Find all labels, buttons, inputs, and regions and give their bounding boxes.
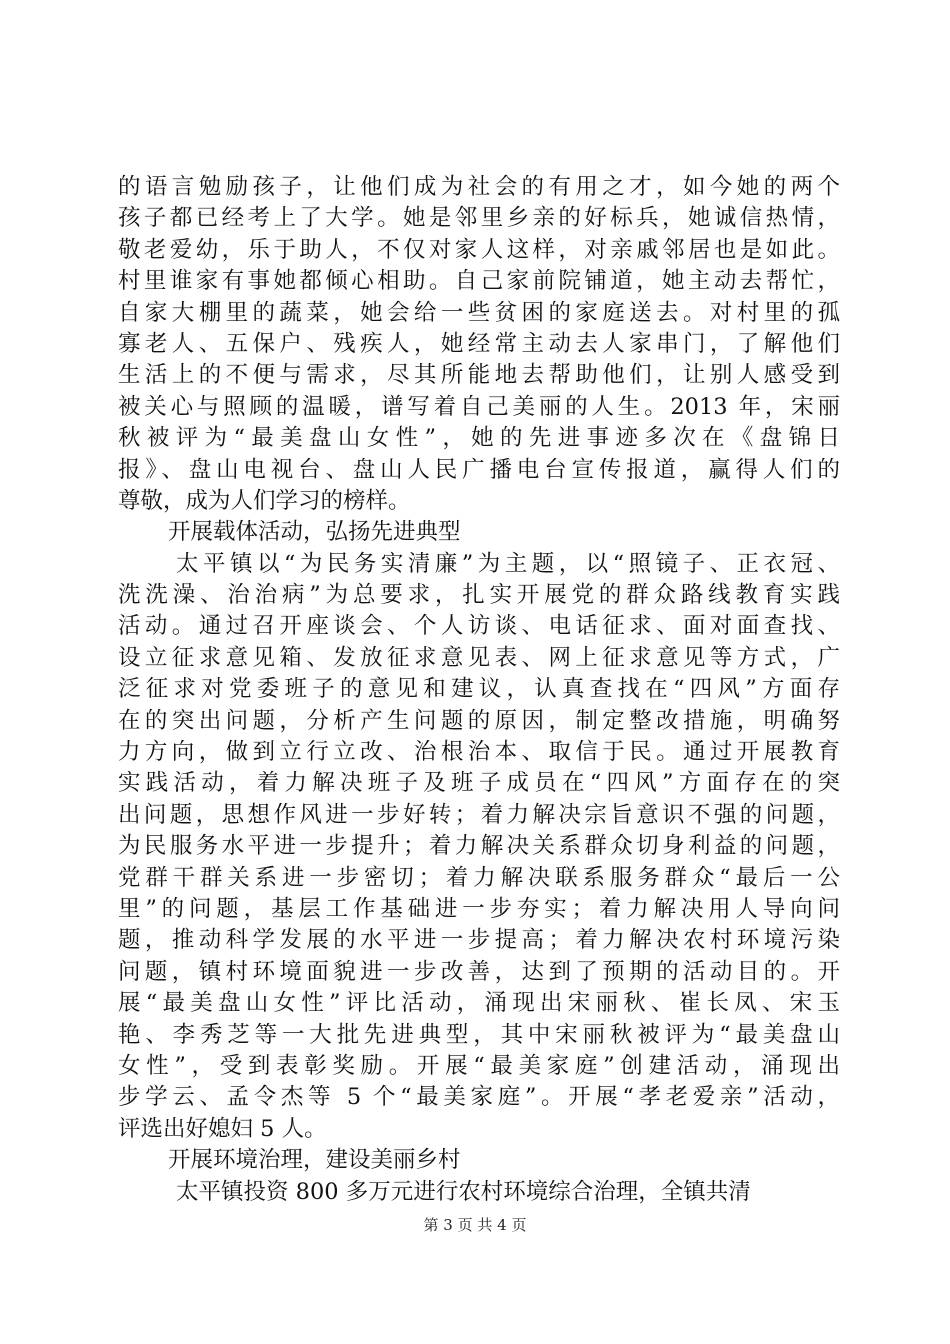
text-line: 展“最美盘山女性”评比活动，涌现出宋丽秋、崔长凤、宋玉 xyxy=(118,990,840,1017)
document-body xyxy=(118,172,840,1208)
text-line: 尊敬，成为人们学习的榜样。 xyxy=(118,487,411,514)
text-line: 实践活动，着力解决班子及班子成员在“四风”方面存在的突 xyxy=(118,770,840,797)
text-line: 太平镇以“为民务实清廉”为主题，以“照镜子、正衣冠、 xyxy=(176,550,840,577)
text-line: 洗洗澡、治治病”为总要求，扎实开展党的群众路线教育实践 xyxy=(118,582,840,609)
text-line: 题，推动科学发展的水平进一步提高；着力解决农村环境污染 xyxy=(118,927,840,954)
text-line: 步学云、孟令杰等 5 个“最美家庭”。开展“孝老爱亲”活动， xyxy=(118,1084,840,1111)
text-line: 力方向，做到立行立改、治根治本、取信于民。通过开展教育 xyxy=(118,739,840,766)
text-line: 在的突出问题，分析产生问题的原因，制定整改措施，明确努 xyxy=(118,707,840,734)
text-line: 生活上的不便与需求，尽其所能地去帮助他们，让别人感受到 xyxy=(118,362,840,389)
text-line: 评选出好媳妇 5 人。 xyxy=(118,1115,327,1142)
text-line: 女性”，受到表彰奖励。开展“最美家庭”创建活动，涌现出 xyxy=(118,1052,840,1079)
page-number-footer: 第 3 页 共 4 页 xyxy=(423,1216,527,1234)
text-line: 寡老人、五保户、残疾人，她经常主动去人家串门，了解他们 xyxy=(118,330,840,357)
text-line: 艳、李秀芝等一大批先进典型，其中宋丽秋被评为“最美盘山 xyxy=(118,1021,840,1048)
text-line: 太平镇投资 800 多万元进行农村环境综合治理，全镇共清 xyxy=(176,1178,751,1205)
text-line: 出问题，思想作风进一步好转；着力解决宗旨意识不强的问题， xyxy=(118,801,840,828)
text-line: 活动。通过召开座谈会、个人访谈、电话征求、面对面查找、 xyxy=(118,613,840,640)
text-line: 党群干群关系进一步密切；着力解决联系服务群众“最后一公 xyxy=(118,864,840,891)
text-line: 设立征求意见箱、发放征求意见表、网上征求意见等方式，广 xyxy=(118,644,840,671)
text-line: 的语言勉励孩子，让他们成为社会的有用之才，如今她的两个 xyxy=(118,174,840,200)
text-line: 村里谁家有事她都倾心相助。自己家前院铺道，她主动去帮忙， xyxy=(118,268,840,295)
text-line: 秋被评为“最美盘山女性”，她的先进事迹多次在《盘锦日 xyxy=(118,425,840,452)
text-line: 里”的问题，基层工作基础进一步夯实；着力解决用人导向问 xyxy=(118,895,840,922)
text-line: 被关心与照顾的温暖，谱写着自己美丽的人生。2013 年，宋丽 xyxy=(118,393,840,420)
section-heading: 开展载体活动，弘扬先进典型 xyxy=(168,519,461,546)
text-line: 报》、盘山电视台、盘山人民广播电台宣传报道，赢得人们的 xyxy=(118,456,840,483)
text-line: 问题，镇村环境面貌进一步改善，达到了预期的活动目的。开 xyxy=(118,958,840,985)
text-line: 泛征求对党委班子的意见和建议，认真查找在“四风”方面存 xyxy=(118,676,840,703)
text-line: 为民服务水平进一步提升；着力解决关系群众切身利益的问题， xyxy=(118,833,840,860)
section-heading: 开展环境治理，建设美丽乡村 xyxy=(168,1147,461,1174)
text-line: 敬老爱幼，乐于助人，不仅对家人这样，对亲戚邻居也是如此。 xyxy=(118,236,840,263)
text-line: 孩子都已经考上了大学。她是邻里乡亲的好标兵，她诚信热情， xyxy=(118,205,840,232)
text-line: 自家大棚里的蔬菜，她会给一些贫困的家庭送去。对村里的孤 xyxy=(118,299,840,326)
